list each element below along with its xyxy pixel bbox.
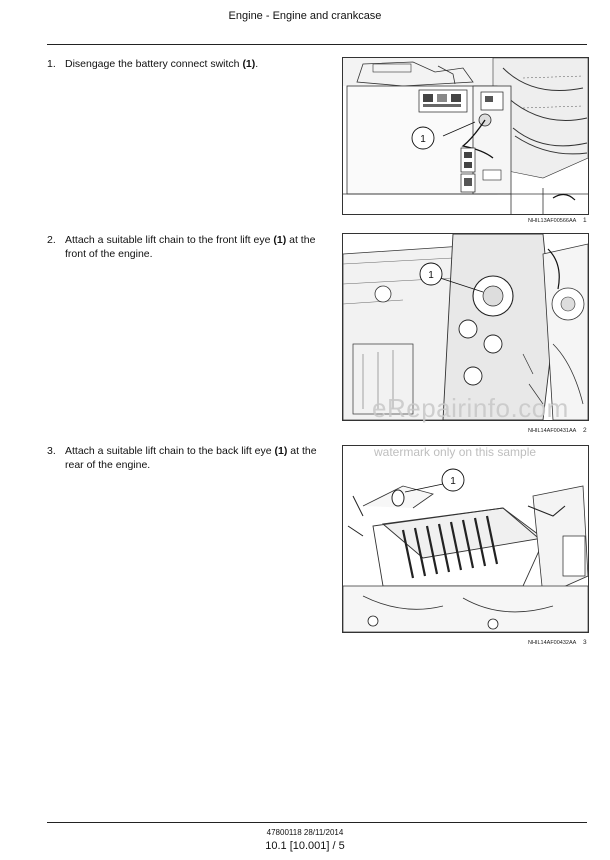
step-1 [47, 57, 327, 71]
figure-1-callout [412, 127, 434, 149]
step-text-end: . [255, 58, 259, 70]
step-text-end: at the front of the engine. [65, 234, 316, 260]
figure-1-callout-label: 1 [420, 134, 426, 145]
figure-3-callout [442, 469, 464, 491]
step-ref: (1) [242, 58, 256, 70]
step-text-body: Attach a suitable lift chain to the front lift eye [65, 234, 274, 246]
step-text [65, 233, 327, 261]
step-number: 3. [47, 445, 56, 457]
page-header-title: Engine - Engine and crankcase [228, 10, 382, 22]
watermark-brand: eRepairinfo.com [372, 393, 569, 423]
step-text-body: Disengage the battery connect switch [65, 58, 243, 70]
step-text-body: Attach a suitable lift chain to the back lift eye [65, 445, 275, 457]
figure-3-callout-label: 1 [450, 476, 456, 487]
header-divider [47, 44, 587, 45]
figure-1-battery-switch [342, 57, 589, 215]
figure-3-code: NHIL14AF00432AA [528, 640, 577, 646]
footer-divider [47, 822, 587, 823]
figure-1-number: 1 [583, 217, 587, 224]
step-text [65, 444, 327, 472]
step-2 [47, 233, 327, 261]
step-ref: (1) [273, 234, 287, 246]
figure-1-illustration [343, 58, 588, 214]
step-text-end: at the rear of the engine. [65, 445, 317, 471]
footer-document-id: 47800118 28/11/2014 [266, 828, 344, 837]
figure-2-callout-label: 1 [428, 270, 434, 281]
step-number: 2. [47, 234, 56, 246]
figure-3-back-lift-eye [342, 445, 589, 633]
step-text [65, 57, 327, 71]
watermark-note: watermark only on this sample [374, 445, 537, 459]
figure-3-number: 3 [583, 639, 587, 646]
step-3 [47, 444, 327, 472]
step-number: 1. [47, 58, 56, 70]
figure-1-code: NHIL13AF00566AA [528, 218, 577, 224]
figure-2-code: NHIL14AF00431AA [528, 428, 577, 434]
footer-page-number: 10.1 [10.001] / 5 [265, 840, 345, 852]
figure-2-callout [420, 263, 442, 285]
step-ref: (1) [274, 445, 288, 457]
figure-2-number: 2 [583, 427, 587, 434]
figure-3-illustration [343, 446, 588, 632]
